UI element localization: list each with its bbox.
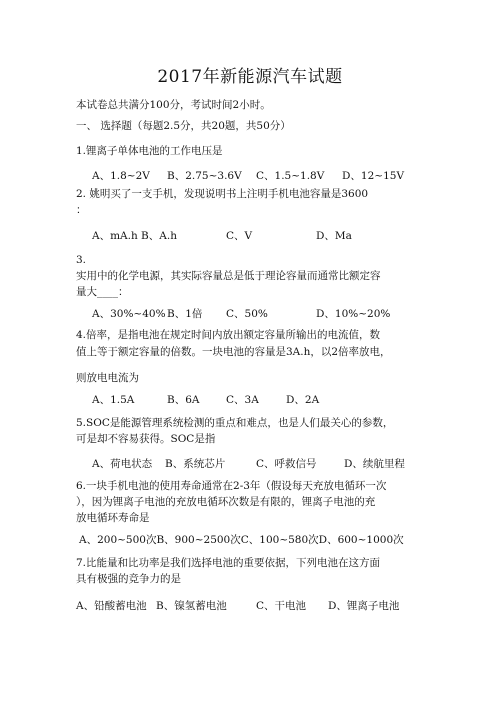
question-5-stem (76, 415, 426, 447)
question-4-stem-line: 4.倍率，是指电池在规定时间内放出额定容量所输出的电流值，数 (76, 329, 381, 341)
question-2-option-c: C、V (226, 230, 253, 242)
question-2-stem (76, 186, 426, 218)
question-4-option-a: A、1.5A (92, 394, 135, 406)
question-6-stem-line: 放电循环寿命是 (76, 512, 150, 524)
question-1-stem: 1.锂离子单体电池的工作电压是 (76, 145, 223, 157)
question-3-stem (76, 252, 426, 300)
question-4-option-b: B、6A (167, 394, 200, 406)
question-5-option-a: A、荷电状态 (92, 458, 153, 470)
question-6-stem-line: 6.一块手机电池的使用寿命通常在2-3年（假设每天充放电循环一次 (76, 480, 387, 492)
question-5-stem-line: 可是却不容易获得。SOC是指 (76, 433, 216, 445)
question-4-option-d: D、2A (286, 394, 320, 406)
question-3-option-c: C、50% (226, 308, 268, 320)
question-6-option-line: A、200~500次B、900~2500次C、100~580次D、600~1000次 (79, 534, 404, 546)
exam-intro: 本试卷总共满分100分，考试时间2小时。 (76, 99, 271, 111)
question-5-option-b: B、系统芯片 (165, 458, 226, 470)
question-3-option-d: D、10%~20% (316, 308, 391, 320)
section-heading: 一、 选择题（每题2.5分，共20题，共50分） (76, 120, 291, 132)
question-7-stem (76, 555, 426, 587)
question-7-option-a: A、铅酸蓄电池 (76, 600, 147, 612)
question-1-option-b: B、2.75~3.6V (167, 170, 242, 182)
page-title: 2017年新能源汽车试题 (157, 67, 343, 87)
question-3-stem-line: 量大____： (76, 286, 129, 298)
question-4-stem-line: 值上等于额定容量的倍数。一块电池的容量是3A.h，以2倍率放电， (76, 346, 391, 358)
question-1-option-c: C、1.5~1.8V (256, 170, 325, 182)
question-5-option-d: D、续航里程 (344, 458, 405, 470)
question-4-option-c: C、3A (226, 394, 259, 406)
question-7-stem-line: 具有极强的竞争力的是 (76, 573, 181, 585)
question-3-stem-line: 3. (76, 254, 87, 266)
question-5-option-c: C、呼救信号 (256, 458, 317, 470)
question-3-option-a: A、30%~40% (92, 308, 166, 320)
question-2-stem-line: 2. 姚明买了一支手机，发现说明书上注明手机电池容量是3600 (76, 188, 369, 200)
question-5-stem-line: 5.SOC是能源管理系统检测的重点和难点，也是人们最关心的参数， (76, 417, 394, 429)
question-2-stem-line: ： (76, 204, 87, 216)
question-3-stem-line: 实用中的化学电源，其实际容量总是低于理论容量而通常比额定容 (76, 270, 381, 282)
question-7-option-c: C、干电池 (256, 600, 307, 612)
question-4-stem (76, 327, 426, 387)
question-7-option-b: B、镍氢蓄电池 (156, 600, 227, 612)
question-1-option-a: A、1.8~2V (92, 170, 150, 182)
question-7-stem-line: 7.比能量和比功率是我们选择电池的重要依据，下列电池在这方面 (76, 557, 381, 569)
question-2-option-ab: A、mA.h B、A.h (92, 230, 177, 242)
question-1-option-d: D、12~15V (342, 170, 405, 182)
question-6-stem-line: ），因为锂离子电池的充放电循环次数是有限的，锂离子电池的充 (76, 496, 376, 508)
question-3-option-b: B、1倍 (167, 308, 203, 320)
question-6-stem (76, 478, 426, 526)
question-4-stem-line: 则放电电流为 (76, 372, 139, 384)
question-7-option-d: D、锂离子电池 (328, 600, 400, 612)
question-2-option-d: D、Ma (316, 230, 352, 242)
